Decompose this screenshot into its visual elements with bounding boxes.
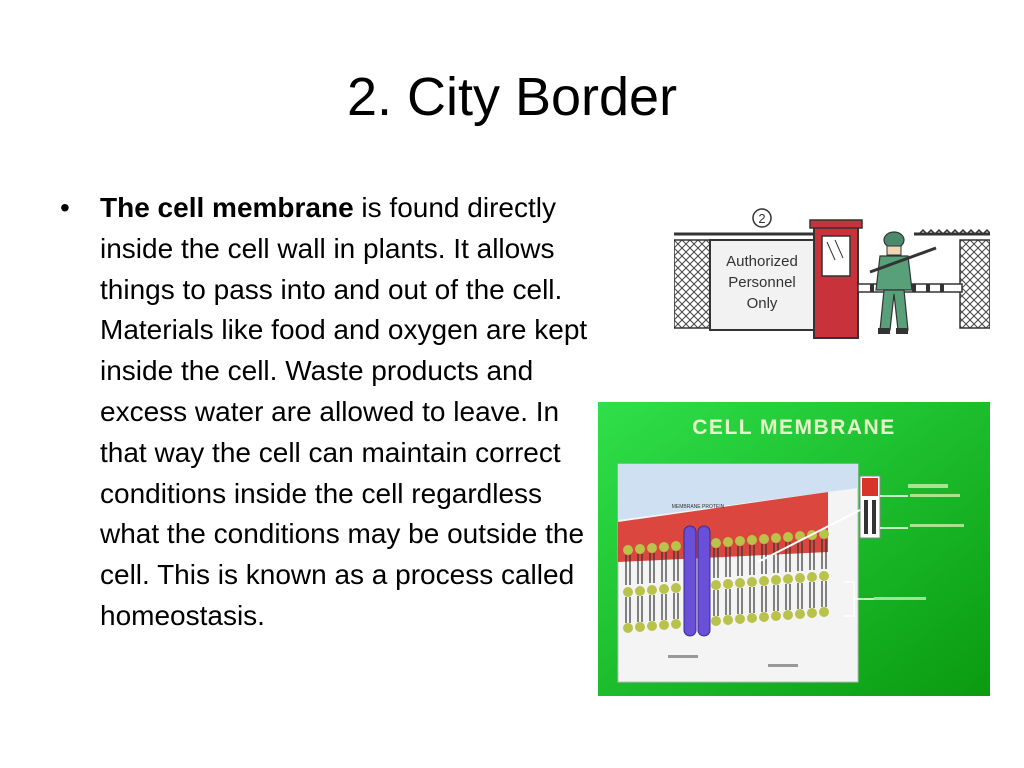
svg-text:MEMBRANE PROTEIN: MEMBRANE PROTEIN bbox=[671, 504, 725, 510]
diagram-title: CELL MEMBRANE bbox=[692, 416, 896, 439]
gate-number: 2 bbox=[758, 211, 766, 226]
bullet-text bbox=[100, 188, 600, 637]
fence-left bbox=[674, 240, 710, 328]
sign-line-3: Only bbox=[746, 295, 778, 312]
fence-right bbox=[960, 240, 990, 328]
guard-figure bbox=[870, 232, 936, 334]
cell-membrane-diagram bbox=[598, 402, 990, 696]
bullet-bold-term: The cell membrane bbox=[100, 192, 354, 223]
bullet-list bbox=[60, 188, 600, 637]
bullet-item bbox=[60, 188, 600, 637]
sign-line-1: Authorized bbox=[726, 253, 798, 270]
bullet-marker: • bbox=[60, 192, 70, 223]
bullet-body: is found directly inside the cell wall in plants. It allows things to pass into and out of the cell. Materials like food and oxygen are kept inside the cell. Waste products and excess water are allowed to leave. In that way the cell can maintain correct conditions inside the cell regardless what the conditions may be outside the cell. This is known as a process called homeostasis. bbox=[100, 192, 588, 631]
sign-line-2: Personnel bbox=[728, 274, 796, 291]
gate-illustration bbox=[674, 200, 990, 350]
slide-title: 2. City Border bbox=[346, 67, 678, 127]
